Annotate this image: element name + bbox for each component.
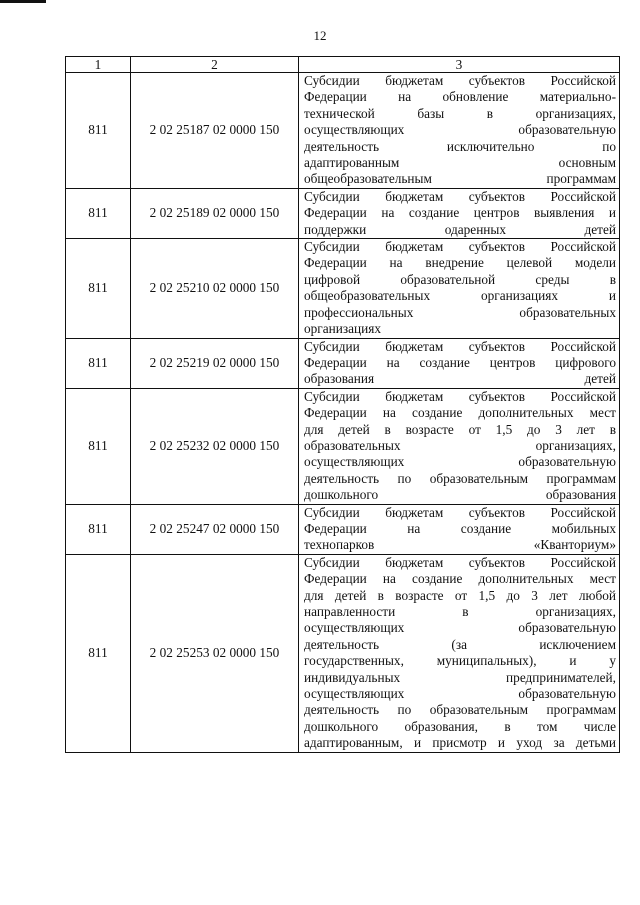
budget-codes-table bbox=[65, 56, 620, 753]
admin-code-cell: 811 bbox=[66, 504, 131, 554]
description-line: Федерации на создание центров выявления и bbox=[304, 205, 616, 221]
table-row bbox=[66, 504, 620, 554]
description-cell bbox=[299, 554, 620, 752]
description-line: осуществляющих образовательную bbox=[304, 686, 616, 702]
description-line: Субсидии бюджетам субъектов Российской bbox=[304, 388, 616, 404]
admin-code-cell: 811 bbox=[66, 73, 131, 189]
description-cell bbox=[299, 239, 620, 338]
description-line: технопарков «Кванториум» bbox=[304, 537, 616, 553]
budget-code-cell: 2 02 25189 02 0000 150 bbox=[131, 188, 299, 238]
budget-code-cell: 2 02 25232 02 0000 150 bbox=[131, 388, 299, 504]
description-line: профессиональных образовательных bbox=[304, 304, 616, 320]
description-line: Субсидии бюджетам субъектов Российской bbox=[304, 554, 616, 570]
description-line: адаптированным основным bbox=[304, 155, 616, 171]
description-line: Федерации на обновление материально- bbox=[304, 89, 616, 105]
table-row bbox=[66, 73, 620, 189]
description-line: осуществляющих образовательную bbox=[304, 122, 616, 138]
budget-code-cell: 2 02 25247 02 0000 150 bbox=[131, 504, 299, 554]
description-line: адаптированным, и присмотр и уход за детьми bbox=[304, 735, 616, 751]
description-line: осуществляющих образовательную bbox=[304, 620, 616, 636]
table-row bbox=[66, 554, 620, 752]
description-line: Субсидии бюджетам субъектов Российской bbox=[304, 338, 616, 354]
description-line: государственных, муниципальных), и у bbox=[304, 653, 616, 669]
description-line: осуществляющих образовательную bbox=[304, 454, 616, 470]
budget-code-cell: 2 02 25253 02 0000 150 bbox=[131, 554, 299, 752]
description-line: деятельность по образовательным программам bbox=[304, 470, 616, 486]
description-line: технической базы в организациях, bbox=[304, 105, 616, 121]
description-line: направленности в организациях, bbox=[304, 604, 616, 619]
description-line: Субсидии бюджетам субъектов Российской bbox=[304, 239, 616, 255]
description-line: образования детей bbox=[304, 371, 616, 387]
description-line: дошкольного образования bbox=[304, 487, 616, 503]
description-line: Федерации на создание мобильных bbox=[304, 520, 616, 536]
description-cell bbox=[299, 504, 620, 554]
description-line: Субсидии бюджетам субъектов Российской bbox=[304, 504, 616, 520]
admin-code-cell: 811 bbox=[66, 239, 131, 338]
description-cell bbox=[299, 188, 620, 238]
budget-code-cell: 2 02 25210 02 0000 150 bbox=[131, 239, 299, 338]
scan-mark bbox=[0, 0, 46, 3]
description-line: Федерации на создание центров цифрового bbox=[304, 354, 616, 370]
description-line: Федерации на создание дополнительных мест bbox=[304, 405, 616, 421]
description-cell bbox=[299, 388, 620, 504]
header-col-3: 3 bbox=[299, 57, 620, 73]
description-line: Субсидии бюджетам субъектов Российской bbox=[304, 188, 616, 204]
budget-code-cell: 2 02 25219 02 0000 150 bbox=[131, 338, 299, 388]
description-line: цифровой образовательной среды в bbox=[304, 271, 616, 287]
description-line: дошкольного образования, в том числе bbox=[304, 718, 616, 734]
description-line: Федерации на создание дополнительных мест bbox=[304, 571, 616, 587]
admin-code-cell: 811 bbox=[66, 338, 131, 388]
description-line: Федерации на внедрение целевой модели bbox=[304, 255, 616, 271]
description-line: организациях bbox=[304, 321, 382, 337]
description-cell bbox=[299, 73, 620, 189]
header-col-2: 2 bbox=[131, 57, 299, 73]
admin-code-cell: 811 bbox=[66, 388, 131, 504]
description-line: общеобразовательных организациях и bbox=[304, 288, 616, 304]
description-line: деятельность (за исключением bbox=[304, 636, 616, 652]
table-row bbox=[66, 239, 620, 338]
description-line: для детей в возрасте от 1,5 до 3 лет любой bbox=[304, 587, 616, 603]
budget-code-cell: 2 02 25187 02 0000 150 bbox=[131, 73, 299, 189]
description-line: общеобразовательным программам bbox=[304, 171, 616, 187]
header-col-1: 1 bbox=[66, 57, 131, 73]
description-line: Субсидии бюджетам субъектов Российской bbox=[304, 73, 616, 88]
table-row bbox=[66, 188, 620, 238]
table-row bbox=[66, 338, 620, 388]
description-line: образовательных организациях, bbox=[304, 437, 616, 453]
table-row bbox=[66, 388, 620, 504]
admin-code-cell: 811 bbox=[66, 554, 131, 752]
table-header-row bbox=[66, 57, 620, 73]
description-line: деятельность исключительно по bbox=[304, 138, 616, 154]
description-line: поддержки одаренных детей bbox=[304, 221, 616, 237]
description-line: для детей в возрасте от 1,5 до 3 лет в bbox=[304, 421, 616, 437]
description-cell bbox=[299, 338, 620, 388]
description-line: деятельность по образовательным программам bbox=[304, 702, 616, 718]
page-number: 12 bbox=[313, 28, 327, 43]
admin-code-cell: 811 bbox=[66, 188, 131, 238]
description-line: индивидуальных предпринимателей, bbox=[304, 669, 616, 685]
